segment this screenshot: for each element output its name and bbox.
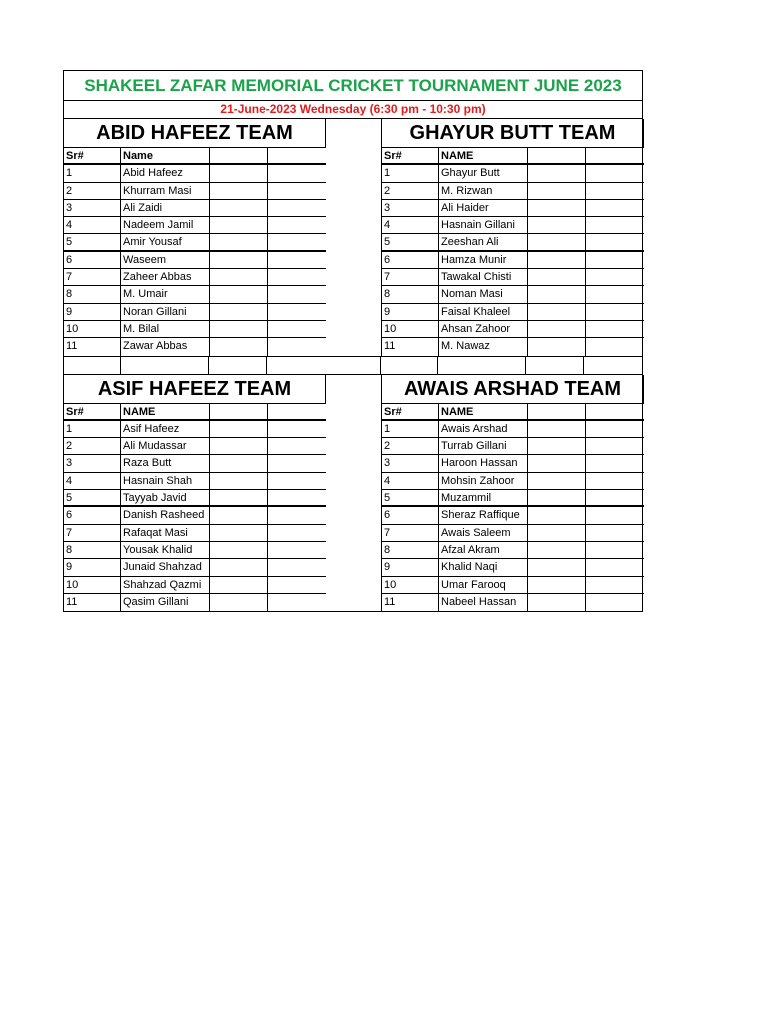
player-sr: 1 <box>382 421 439 437</box>
player-name: Hasnain Gillani <box>439 217 528 233</box>
player-name: Noran Gillani <box>121 304 210 320</box>
empty-cell <box>268 559 326 575</box>
player-sr: 4 <box>382 217 439 233</box>
player-name: Ali Mudassar <box>121 438 210 454</box>
table-row <box>64 217 326 234</box>
player-name: Ali Haider <box>439 200 528 216</box>
player-name: Waseem <box>121 252 210 268</box>
player-sr: 6 <box>64 507 121 523</box>
empty-cell <box>528 490 586 505</box>
player-sr: 5 <box>382 234 439 249</box>
player-sr: 11 <box>382 338 439 355</box>
empty-cell <box>210 525 268 541</box>
table-row <box>64 200 326 217</box>
player-sr: 5 <box>382 490 439 505</box>
player-name: Noman Masi <box>439 286 528 302</box>
empty-cell <box>210 304 268 320</box>
empty-cell <box>210 321 268 337</box>
player-name: Nadeem Jamil <box>121 217 210 233</box>
table-row <box>382 183 644 200</box>
empty-cell <box>268 148 326 163</box>
player-name: Hasnain Shah <box>121 473 210 489</box>
player-sr: 10 <box>382 321 439 337</box>
player-name: Raza Butt <box>121 455 210 471</box>
empty-cell <box>586 542 644 558</box>
empty-cell <box>210 183 268 199</box>
empty-cell <box>528 338 586 355</box>
table-row <box>382 438 644 455</box>
empty-cell <box>528 217 586 233</box>
empty-cell <box>210 269 268 285</box>
empty-cell <box>210 438 268 454</box>
player-name: Khurram Masi <box>121 183 210 199</box>
table-row <box>382 338 644 355</box>
empty-cell <box>528 286 586 302</box>
table-row <box>382 490 644 507</box>
empty-cell <box>268 577 326 593</box>
table-row <box>64 559 326 576</box>
team-name: GHAYUR BUTT TEAM <box>382 119 644 147</box>
player-name: Turrab Gillani <box>439 438 528 454</box>
player-sr: 3 <box>382 455 439 471</box>
table-header-row <box>64 148 326 165</box>
player-sr: 11 <box>382 594 439 611</box>
bottom-section <box>64 374 642 612</box>
table-row <box>382 234 644 251</box>
empty-cell <box>268 217 326 233</box>
column-header-name: NAME <box>121 404 210 419</box>
player-sr: 8 <box>382 286 439 302</box>
player-sr: 4 <box>64 217 121 233</box>
empty-cell <box>586 148 644 163</box>
table-row <box>382 200 644 217</box>
empty-cell <box>586 286 644 302</box>
empty-separator-row <box>64 356 642 374</box>
empty-cell <box>586 234 644 249</box>
player-name: Zawar Abbas <box>121 338 210 355</box>
player-sr: 10 <box>64 321 121 337</box>
player-sr: 8 <box>64 542 121 558</box>
empty-cell <box>586 200 644 216</box>
table-row <box>64 321 326 338</box>
table-row <box>382 269 644 286</box>
team-name: ABID HAFEEZ TEAM <box>64 119 326 147</box>
player-name: M. Nawaz <box>439 338 528 355</box>
player-name: Amir Yousaf <box>121 234 210 249</box>
player-name: Ali Zaidi <box>121 200 210 216</box>
empty-cell <box>268 252 326 268</box>
empty-cell <box>268 234 326 249</box>
team-block <box>382 375 644 612</box>
empty-cell <box>528 559 586 575</box>
empty-cell <box>586 455 644 471</box>
player-sr: 1 <box>382 165 439 181</box>
empty-cell <box>586 304 644 320</box>
empty-cell <box>586 421 644 437</box>
table-row <box>382 321 644 338</box>
empty-cell <box>586 252 644 268</box>
table-row <box>64 507 326 524</box>
player-name: Danish Rasheed <box>121 507 210 523</box>
top-section <box>64 119 642 356</box>
empty-cell <box>268 525 326 541</box>
table-row <box>382 577 644 594</box>
empty-cell <box>586 473 644 489</box>
player-name: Shahzad Qazmi <box>121 577 210 593</box>
empty-cell <box>210 490 268 505</box>
empty-cell <box>586 321 644 337</box>
player-name: Tawakal Chisti <box>439 269 528 285</box>
column-header-name: NAME <box>439 404 528 419</box>
player-sr: 6 <box>382 252 439 268</box>
player-sr: 2 <box>382 183 439 199</box>
table-row <box>64 490 326 507</box>
table-row <box>382 455 644 472</box>
column-header-sr: Sr# <box>382 148 439 163</box>
player-sr: 3 <box>64 200 121 216</box>
player-name: Yousak Khalid <box>121 542 210 558</box>
table-row <box>382 542 644 559</box>
player-sr: 7 <box>64 269 121 285</box>
player-name: M. Rizwan <box>439 183 528 199</box>
player-name: Ghayur Butt <box>439 165 528 181</box>
empty-cell <box>268 507 326 523</box>
player-sr: 11 <box>64 338 121 355</box>
player-name: Nabeel Hassan <box>439 594 528 611</box>
empty-cell <box>528 321 586 337</box>
empty-cell <box>268 338 326 355</box>
column-header-sr: Sr# <box>64 148 121 163</box>
team-name: AWAIS ARSHAD TEAM <box>382 375 644 403</box>
player-name: Sheraz Raffique <box>439 507 528 523</box>
empty-cell <box>268 286 326 302</box>
empty-cell <box>528 304 586 320</box>
table-row <box>382 525 644 542</box>
player-name: Zeeshan Ali <box>439 234 528 249</box>
table-row <box>382 559 644 576</box>
player-sr: 9 <box>64 304 121 320</box>
table-header-row <box>382 404 644 421</box>
empty-cell <box>528 165 586 181</box>
team-block <box>64 375 326 612</box>
table-row <box>64 234 326 251</box>
empty-cell <box>268 165 326 181</box>
empty-cell <box>268 421 326 437</box>
empty-cell <box>528 542 586 558</box>
table-row <box>382 217 644 234</box>
empty-cell <box>210 165 268 181</box>
empty-cell <box>210 507 268 523</box>
empty-cell <box>586 183 644 199</box>
player-name: Asif Hafeez <box>121 421 210 437</box>
empty-cell <box>528 200 586 216</box>
empty-cell <box>528 421 586 437</box>
player-sr: 5 <box>64 490 121 505</box>
team-block <box>64 119 326 356</box>
empty-cell <box>210 542 268 558</box>
table-row <box>382 473 644 490</box>
empty-cell <box>268 490 326 505</box>
empty-cell <box>268 594 326 611</box>
empty-cell <box>210 577 268 593</box>
table-row <box>64 338 326 355</box>
empty-cell <box>210 286 268 302</box>
empty-cell <box>210 234 268 249</box>
table-row <box>382 165 644 182</box>
table-row <box>64 525 326 542</box>
player-name: Ahsan Zahoor <box>439 321 528 337</box>
empty-cell <box>210 148 268 163</box>
table-row <box>382 252 644 269</box>
empty-cell <box>210 217 268 233</box>
empty-cell <box>268 542 326 558</box>
team-header <box>64 119 326 148</box>
empty-cell <box>586 577 644 593</box>
empty-cell <box>268 321 326 337</box>
player-name: Junaid Shahzad <box>121 559 210 575</box>
empty-cell <box>586 165 644 181</box>
player-sr: 4 <box>382 473 439 489</box>
table-row <box>382 594 644 611</box>
player-name: Rafaqat Masi <box>121 525 210 541</box>
match-date-subtitle: 21-June-2023 Wednesday (6:30 pm - 10:30 pm) <box>64 101 642 119</box>
empty-cell <box>528 148 586 163</box>
empty-cell <box>268 455 326 471</box>
player-sr: 4 <box>64 473 121 489</box>
table-row <box>64 421 326 438</box>
empty-cell <box>210 200 268 216</box>
table-row <box>64 304 326 321</box>
player-sr: 8 <box>64 286 121 302</box>
player-sr: 5 <box>64 234 121 249</box>
empty-cell <box>210 338 268 355</box>
player-name: M. Bilal <box>121 321 210 337</box>
player-name: Awais Arshad <box>439 421 528 437</box>
empty-cell <box>268 183 326 199</box>
player-sr: 7 <box>382 269 439 285</box>
player-name: Khalid Naqi <box>439 559 528 575</box>
tournament-sheet <box>63 70 643 612</box>
empty-cell <box>528 455 586 471</box>
player-sr: 1 <box>64 421 121 437</box>
empty-cell <box>528 269 586 285</box>
table-row <box>64 438 326 455</box>
player-name: Awais Saleem <box>439 525 528 541</box>
empty-cell <box>268 200 326 216</box>
empty-cell <box>268 304 326 320</box>
table-row <box>64 252 326 269</box>
table-row <box>64 455 326 472</box>
column-header-sr: Sr# <box>64 404 121 419</box>
empty-cell <box>210 594 268 611</box>
tournament-title: SHAKEEL ZAFAR MEMORIAL CRICKET TOURNAMENT JUNE 2023 <box>64 71 642 101</box>
player-sr: 9 <box>382 304 439 320</box>
team-name: ASIF HAFEEZ TEAM <box>64 375 326 403</box>
player-sr: 10 <box>64 577 121 593</box>
empty-cell <box>268 473 326 489</box>
team-header <box>64 375 326 404</box>
empty-cell <box>268 438 326 454</box>
empty-cell <box>586 525 644 541</box>
table-row <box>64 577 326 594</box>
table-row <box>64 473 326 490</box>
player-name: Haroon Hassan <box>439 455 528 471</box>
empty-cell <box>586 338 644 355</box>
player-sr: 3 <box>382 200 439 216</box>
player-sr: 2 <box>64 438 121 454</box>
player-sr: 11 <box>64 594 121 611</box>
player-name: Mohsin Zahoor <box>439 473 528 489</box>
empty-cell <box>528 577 586 593</box>
empty-cell <box>268 269 326 285</box>
player-sr: 1 <box>64 165 121 181</box>
player-name: Faisal Khaleel <box>439 304 528 320</box>
empty-cell <box>528 473 586 489</box>
player-name: Muzammil <box>439 490 528 505</box>
table-row <box>64 594 326 611</box>
table-header-row <box>64 404 326 421</box>
player-sr: 2 <box>64 183 121 199</box>
player-sr: 6 <box>382 507 439 523</box>
empty-cell <box>528 404 586 419</box>
team-block <box>382 119 644 356</box>
empty-cell <box>528 234 586 249</box>
table-row <box>64 183 326 200</box>
column-spacer <box>326 119 382 356</box>
table-row <box>382 304 644 321</box>
player-name: Zaheer Abbas <box>121 269 210 285</box>
player-name: Hamza Munir <box>439 252 528 268</box>
player-sr: 8 <box>382 542 439 558</box>
team-header <box>382 119 644 148</box>
empty-cell <box>210 455 268 471</box>
empty-cell <box>210 252 268 268</box>
empty-cell <box>210 559 268 575</box>
player-sr: 6 <box>64 252 121 268</box>
player-name: Abid Hafeez <box>121 165 210 181</box>
empty-cell <box>586 559 644 575</box>
empty-cell <box>528 252 586 268</box>
empty-cell <box>528 438 586 454</box>
empty-cell <box>586 217 644 233</box>
player-sr: 10 <box>382 577 439 593</box>
player-sr: 2 <box>382 438 439 454</box>
empty-cell <box>586 269 644 285</box>
empty-cell <box>268 404 326 419</box>
empty-cell <box>528 525 586 541</box>
column-header-name: NAME <box>439 148 528 163</box>
player-name: M. Umair <box>121 286 210 302</box>
player-sr: 9 <box>64 559 121 575</box>
player-sr: 7 <box>64 525 121 541</box>
table-row <box>382 421 644 438</box>
column-spacer <box>326 375 382 612</box>
player-name: Umar Farooq <box>439 577 528 593</box>
player-sr: 9 <box>382 559 439 575</box>
empty-cell <box>528 594 586 611</box>
player-name: Qasim Gillani <box>121 594 210 611</box>
table-row <box>382 507 644 524</box>
empty-cell <box>210 404 268 419</box>
player-sr: 3 <box>64 455 121 471</box>
table-row <box>64 269 326 286</box>
empty-cell <box>586 507 644 523</box>
table-row <box>64 286 326 303</box>
empty-cell <box>528 183 586 199</box>
table-row <box>382 286 644 303</box>
empty-cell <box>586 594 644 611</box>
column-header-name: Name <box>121 148 210 163</box>
player-name: Afzal Akram <box>439 542 528 558</box>
team-header <box>382 375 644 404</box>
empty-cell <box>210 421 268 437</box>
table-row <box>64 165 326 182</box>
table-row <box>64 542 326 559</box>
table-header-row <box>382 148 644 165</box>
player-name: Tayyab Javid <box>121 490 210 505</box>
player-sr: 7 <box>382 525 439 541</box>
empty-cell <box>586 490 644 505</box>
empty-cell <box>586 438 644 454</box>
empty-cell <box>586 404 644 419</box>
empty-cell <box>528 507 586 523</box>
empty-cell <box>210 473 268 489</box>
column-header-sr: Sr# <box>382 404 439 419</box>
